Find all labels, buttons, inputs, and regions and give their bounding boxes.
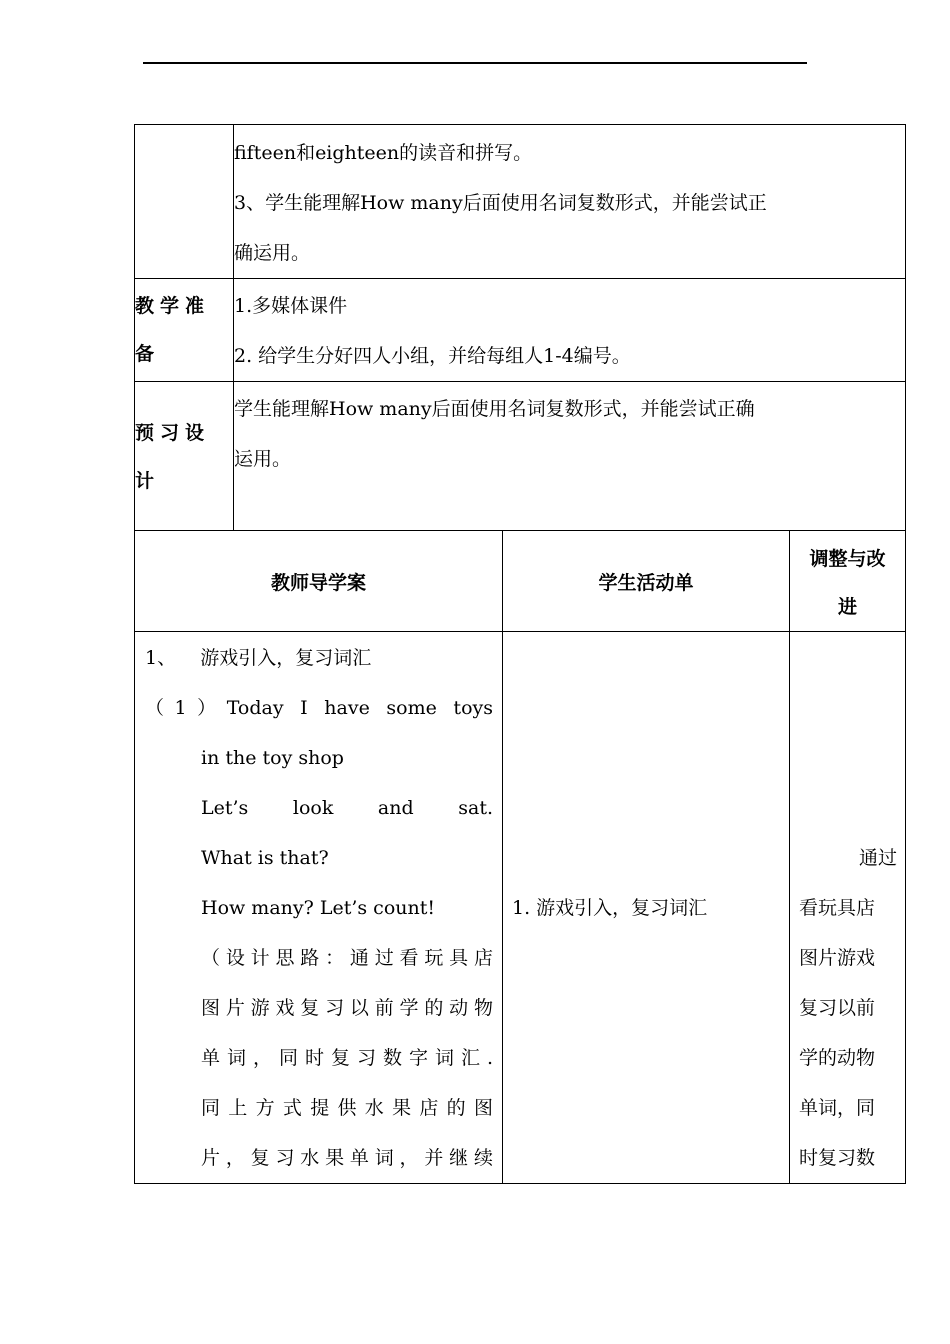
preview-line-1: 学生能理解How many后面使用名词复数形式，并能尝试正确 — [234, 398, 755, 420]
adjust-improve-cell — [790, 632, 906, 1184]
column-header-row — [135, 531, 906, 632]
teacher-line-2: （1）Today I have some toys — [145, 697, 493, 719]
objectives-content — [234, 125, 906, 279]
teacher-plan-header: 教师导学案 — [135, 531, 503, 632]
teacher-line-10: 同上方式提供水果店的图 — [201, 1097, 493, 1119]
preview-line-2: 运用。 — [234, 448, 292, 470]
preview-content — [234, 382, 906, 531]
objectives-line-2: 3、学生能理解How many后面使用名词复数形式，并能尝试正 — [234, 192, 767, 214]
adjust-line-4: 复习以前 — [799, 997, 876, 1019]
preview-label-line-1: 预习设 — [135, 422, 211, 444]
teacher-line-8: 图片游戏复习以前学的动物 — [201, 997, 493, 1019]
adjust-line-5: 学的动物 — [799, 1047, 876, 1069]
body-row — [135, 632, 906, 1184]
objectives-label-cell — [135, 125, 234, 279]
student-activity-header: 学生活动单 — [503, 531, 790, 632]
adjust-line-7: 时复习数 — [799, 1147, 876, 1169]
student-activity-cell — [503, 632, 790, 1184]
preparation-label-line-2: 备 — [135, 343, 161, 365]
objectives-row — [135, 125, 906, 279]
preparation-row — [135, 279, 906, 382]
adjust-line-3: 图片游戏 — [799, 947, 876, 969]
student-activity-text: 1. 游戏引入，复习词汇 — [512, 897, 708, 919]
preview-label-line-2: 计 — [135, 470, 161, 492]
preparation-line-2: 2. 给学生分好四人小组，并给每组人1-4编号。 — [234, 345, 631, 367]
teacher-line-4: Let’s look and sat. — [201, 797, 493, 819]
teacher-line-7: （设计思路：通过看玩具店 — [201, 947, 493, 969]
lesson-plan-table — [134, 124, 906, 1184]
preview-label — [135, 382, 234, 531]
preparation-line-1: 1.多媒体课件 — [234, 295, 348, 317]
teacher-line-1: 1、 游戏引入，复习词汇 — [145, 647, 372, 669]
adjust-line-6: 单词，同 — [799, 1097, 876, 1119]
preparation-label-line-1: 教学准 — [135, 295, 211, 317]
adjust-improve-header — [790, 531, 906, 632]
objectives-line-3: 确运用。 — [234, 242, 311, 264]
header-rule — [143, 62, 807, 64]
teacher-line-6: How many? Let’s count! — [201, 897, 436, 919]
teacher-line-5: What is that? — [201, 847, 329, 869]
teacher-plan-cell — [135, 632, 503, 1184]
teacher-line-3: in the toy shop — [201, 747, 344, 769]
preparation-label — [135, 279, 234, 382]
objectives-line-1: fifteen和eighteen的读音和拼写。 — [234, 142, 533, 164]
adjust-line-2: 看玩具店 — [799, 897, 876, 919]
adjust-header-line-1: 调整与改 — [809, 547, 886, 570]
adjust-header-line-2: 进 — [837, 595, 857, 618]
preparation-content — [234, 279, 906, 382]
preview-row — [135, 382, 906, 531]
adjust-line-1: 通过 — [858, 847, 897, 869]
teacher-line-11: 片，复习水果单词，并继续 — [201, 1147, 493, 1169]
teacher-line-9: 单词，同时复习数字词汇. — [201, 1047, 493, 1069]
